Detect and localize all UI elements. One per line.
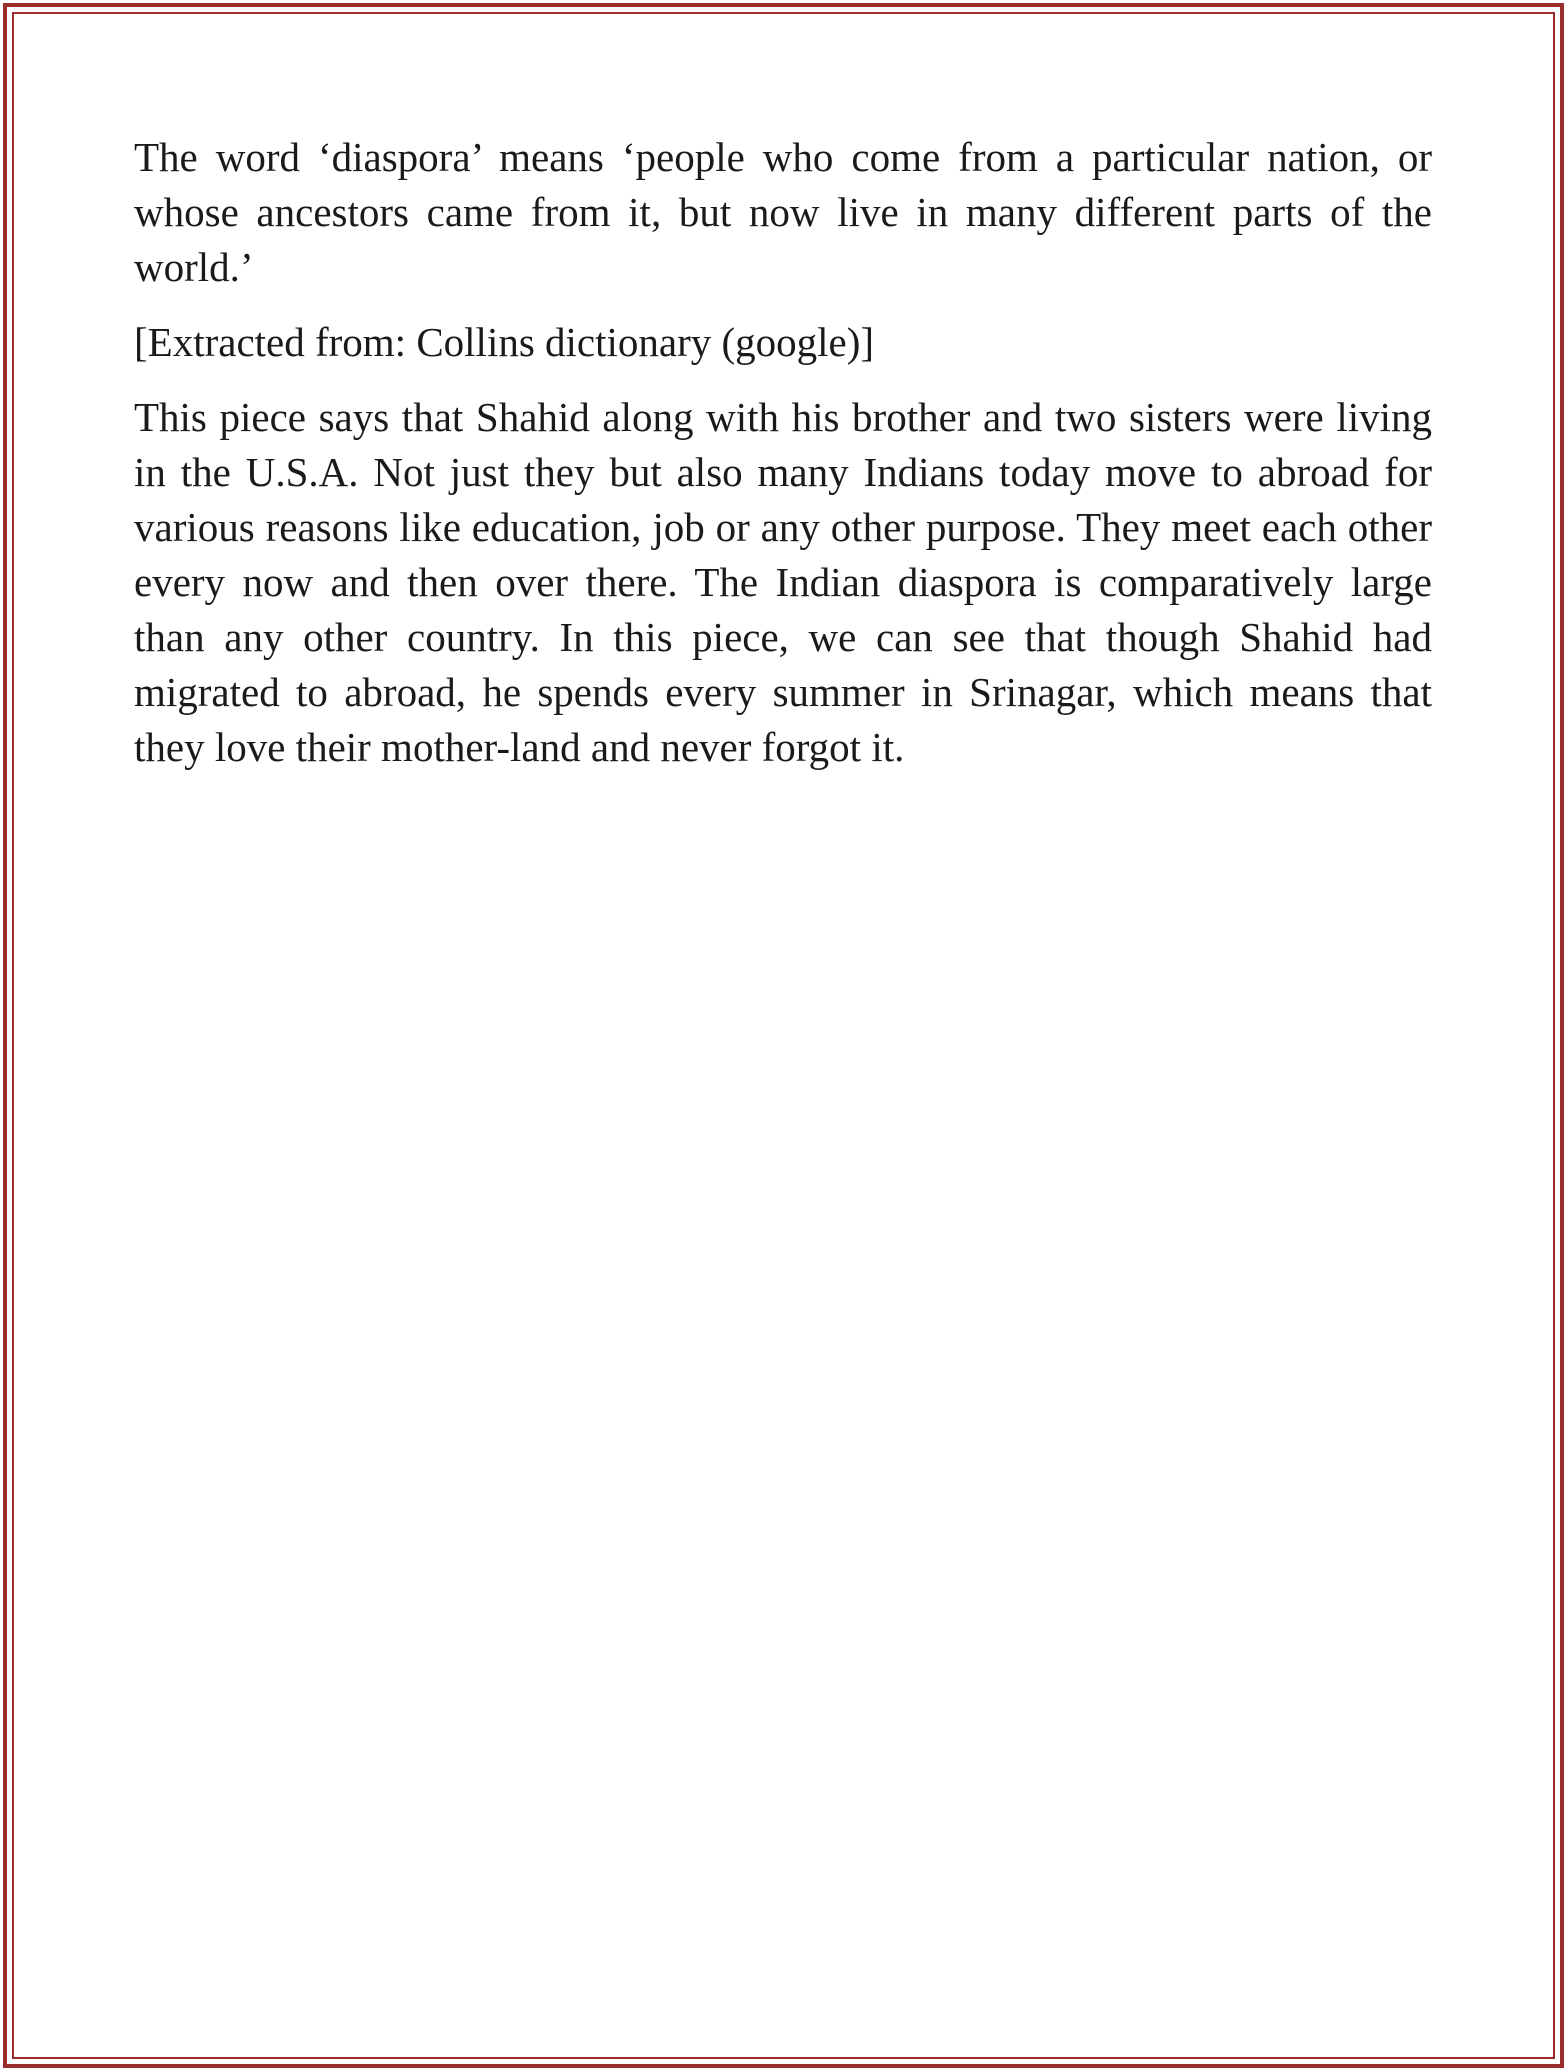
definition-paragraph: The word ‘diaspora’ means ‘people who come from a particular nation, or whose ancestors came from it, but now live in many different parts of the world.’ [134,134,1432,290]
source-citation: [Extracted from: Collins dictionary (google)] [134,319,875,365]
document-body [134,130,1432,795]
commentary-paragraph: This piece says that Shahid along with his brother and two sisters were living in the U.S.A. Not just they but also many Indians today move to abroad for various reasons like education, job or any other purpose. They meet each other every now and then over there. The Indian diaspora is comparatively large than any other country. In this piece, we can see that though Shahid had migrated to abroad, he spends every summer in Srinagar, which means that they love their mother-land and never forgot it. [134,394,1432,770]
